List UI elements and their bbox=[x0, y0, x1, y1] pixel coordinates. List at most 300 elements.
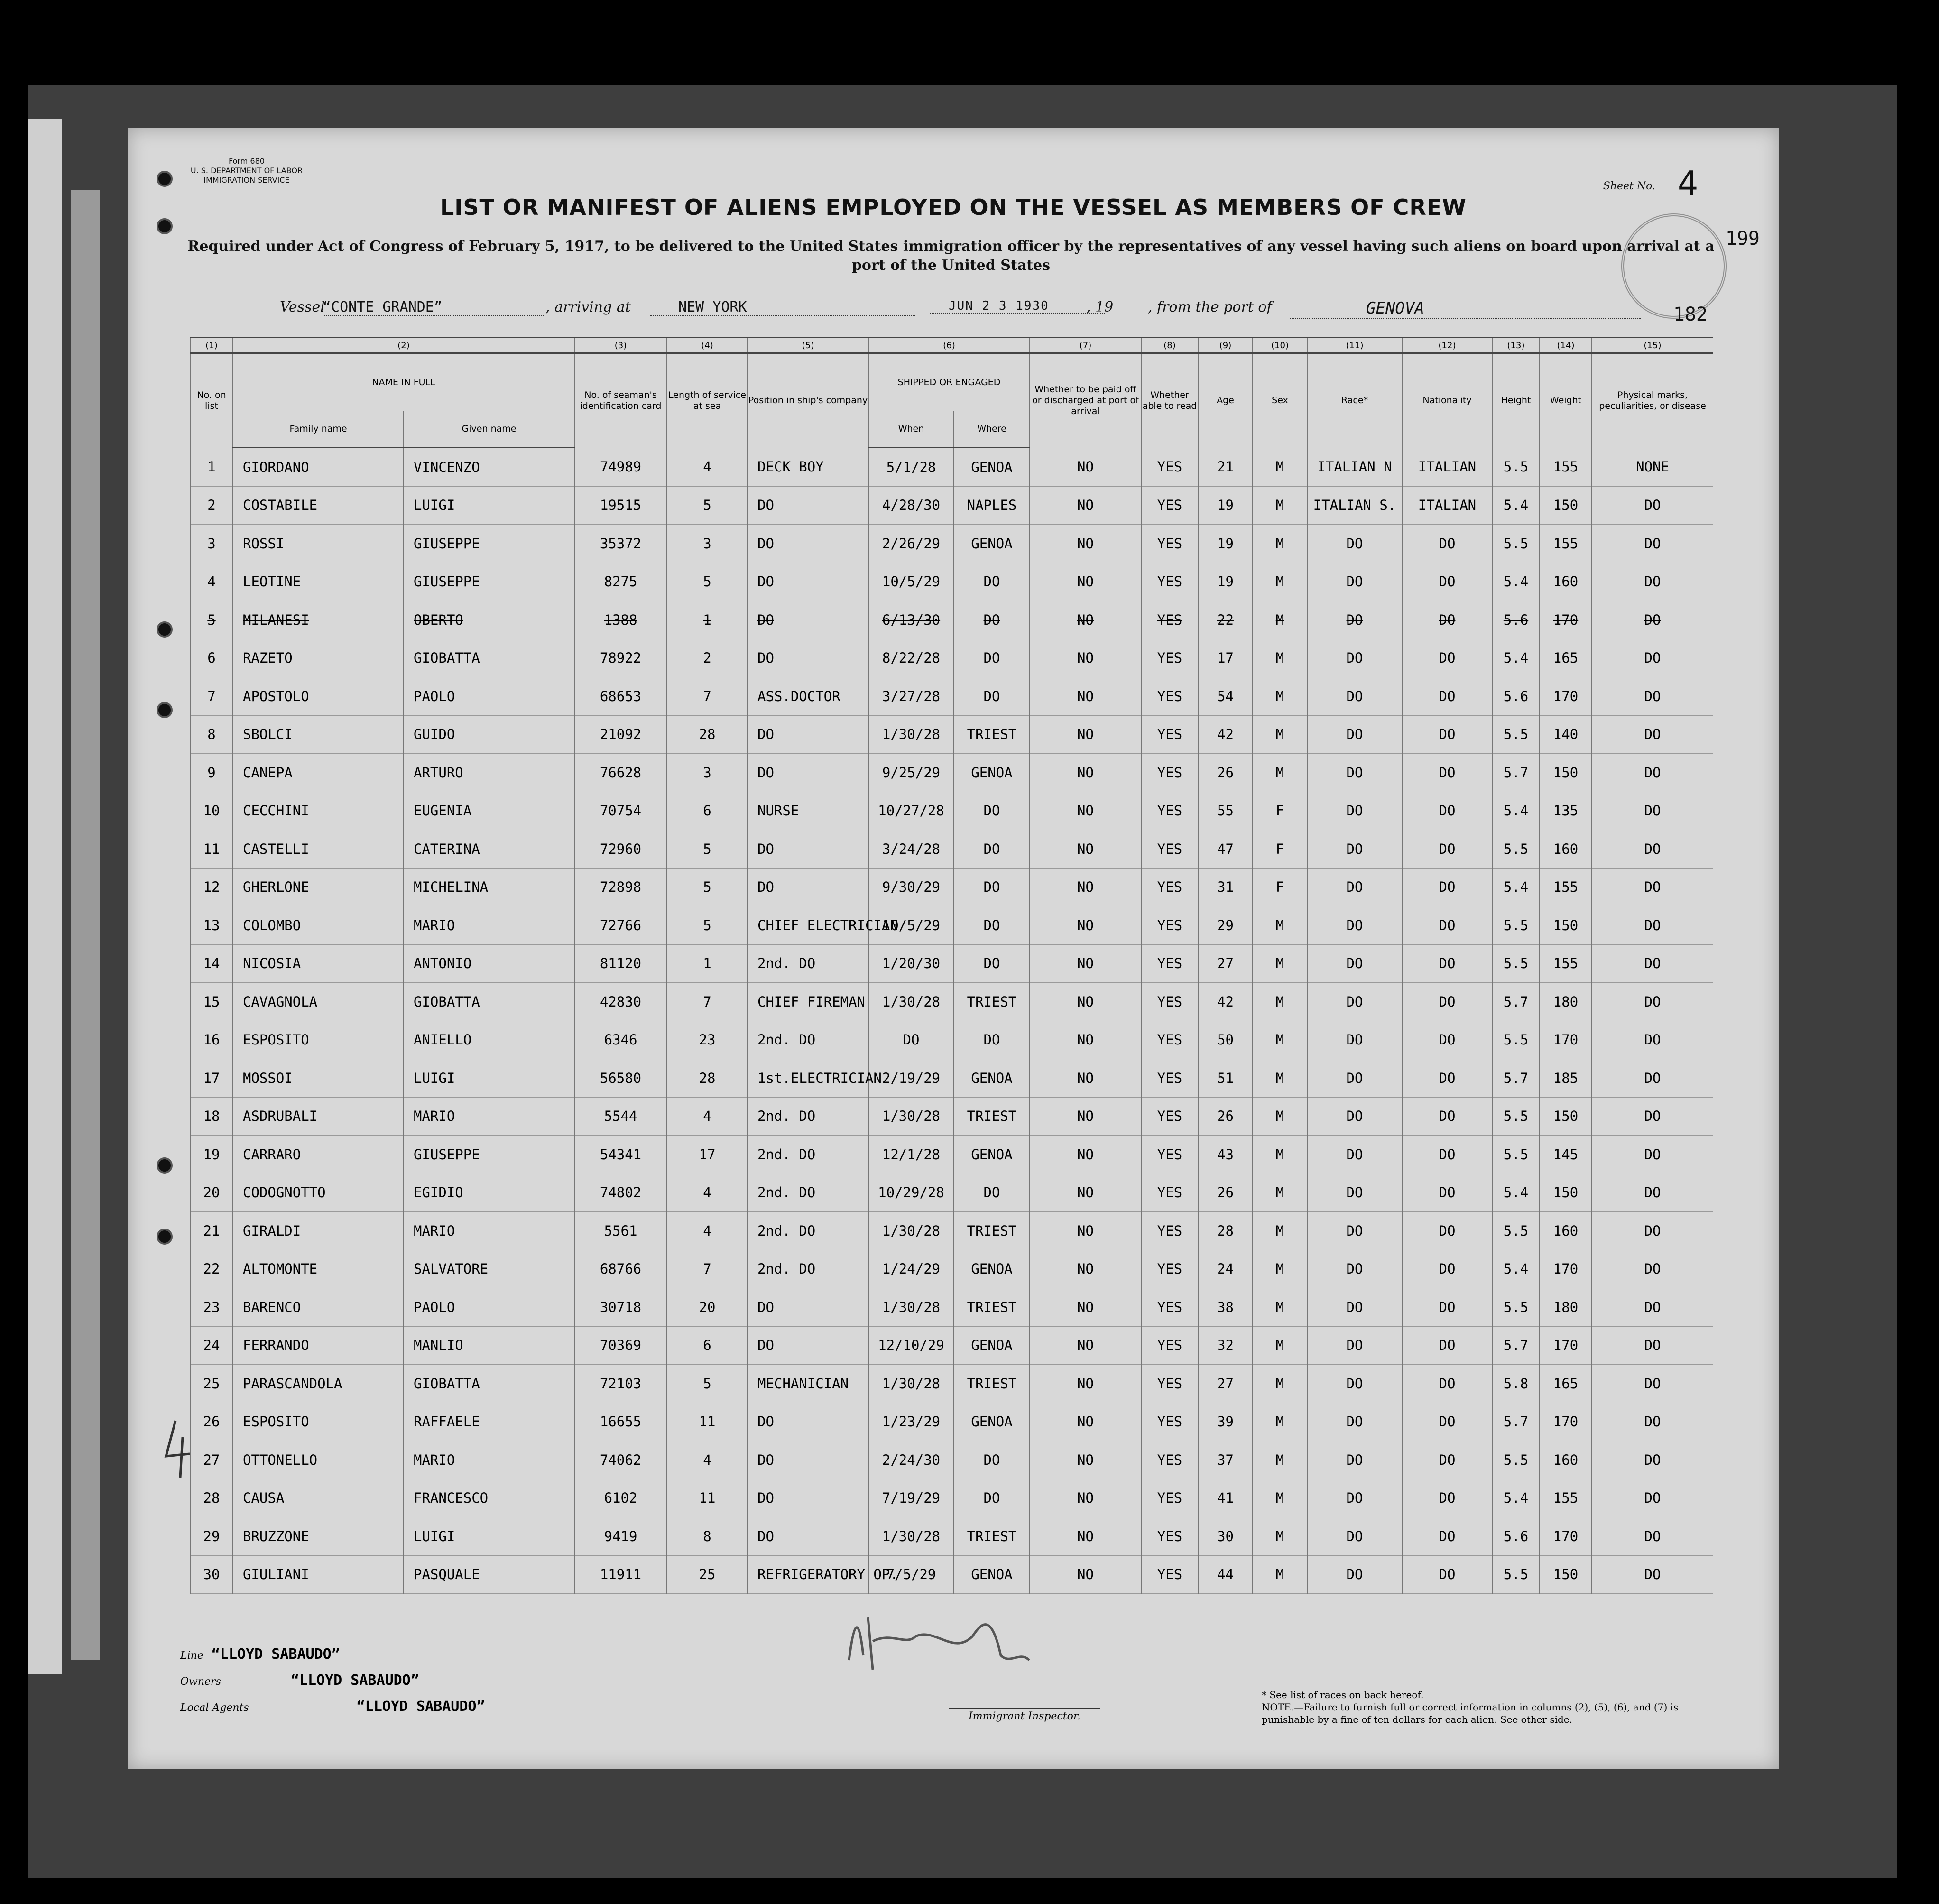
service-length: 4 bbox=[667, 1441, 748, 1479]
shipped-when: 2/19/29 bbox=[868, 1059, 954, 1098]
inspector-label: Immigrant Inspector. bbox=[949, 1708, 1100, 1722]
service-length: 5 bbox=[667, 830, 748, 869]
sex: M bbox=[1253, 715, 1307, 754]
paid-off: NO bbox=[1030, 868, 1141, 906]
height: 5.5 bbox=[1492, 830, 1540, 869]
sex: M bbox=[1253, 1517, 1307, 1556]
given-name: LUIGI bbox=[404, 1517, 574, 1556]
family-name: MOSSOI bbox=[233, 1059, 404, 1098]
given-name: RAFFAELE bbox=[404, 1403, 574, 1441]
table-row bbox=[190, 601, 1713, 639]
height: 5.6 bbox=[1492, 1517, 1540, 1556]
table-row bbox=[190, 1212, 1713, 1250]
family-name: GHERLONE bbox=[233, 868, 404, 906]
ship-position: DO bbox=[748, 1441, 868, 1479]
age: 31 bbox=[1198, 868, 1253, 906]
shipped-where: GENOA bbox=[954, 1136, 1030, 1174]
shipped-where: GENOA bbox=[954, 1326, 1030, 1365]
height: 5.5 bbox=[1492, 944, 1540, 983]
nationality: DO bbox=[1402, 1097, 1492, 1136]
id-card-number: 42830 bbox=[574, 983, 667, 1021]
physical-marks: DO bbox=[1592, 1136, 1713, 1174]
table-row bbox=[190, 1059, 1713, 1098]
given-name: GIUSEPPE bbox=[404, 525, 574, 563]
nationality: DO bbox=[1402, 1441, 1492, 1479]
agents-value: “LLOYD SABAUDO” bbox=[356, 1698, 485, 1715]
physical-marks: DO bbox=[1592, 1250, 1713, 1288]
given-name: EGIDIO bbox=[404, 1174, 574, 1212]
nationality: ITALIAN bbox=[1402, 486, 1492, 525]
nationality: DO bbox=[1402, 1555, 1492, 1594]
shipped-when: 1/23/29 bbox=[868, 1403, 954, 1441]
column-number: (8) bbox=[1141, 338, 1198, 353]
height: 5.5 bbox=[1492, 715, 1540, 754]
row-number: 10 bbox=[190, 792, 233, 830]
row-number: 18 bbox=[190, 1097, 233, 1136]
shipped-when: 5/1/28 bbox=[868, 448, 954, 487]
paid-off: NO bbox=[1030, 754, 1141, 792]
given-name: GIUSEPPE bbox=[404, 1136, 574, 1174]
header-weight: Weight bbox=[1540, 353, 1592, 448]
manifest-table-wrapper bbox=[190, 337, 1712, 1594]
line-value: “LLOYD SABAUDO” bbox=[211, 1646, 340, 1663]
race: DO bbox=[1307, 1555, 1402, 1594]
paid-off: NO bbox=[1030, 1059, 1141, 1098]
nationality: DO bbox=[1402, 677, 1492, 716]
able-to-read: YES bbox=[1141, 1136, 1198, 1174]
able-to-read: YES bbox=[1141, 983, 1198, 1021]
id-card-number: 70369 bbox=[574, 1326, 667, 1365]
family-name: CODOGNOTTO bbox=[233, 1174, 404, 1212]
physical-marks: DO bbox=[1592, 754, 1713, 792]
shipped-where: GENOA bbox=[954, 1403, 1030, 1441]
service-length: 1 bbox=[667, 601, 748, 639]
height: 5.8 bbox=[1492, 1365, 1540, 1403]
id-card-number: 6102 bbox=[574, 1479, 667, 1517]
physical-marks: DO bbox=[1592, 639, 1713, 677]
arrival-port: NEW YORK bbox=[650, 299, 915, 316]
physical-marks: NONE bbox=[1592, 448, 1713, 487]
service-length: 8 bbox=[667, 1517, 748, 1556]
ship-position: DO bbox=[748, 486, 868, 525]
weight: 150 bbox=[1540, 906, 1592, 945]
department-name: U. S. DEPARTMENT OF LABOR bbox=[190, 166, 303, 175]
row-number: 6 bbox=[190, 639, 233, 677]
able-to-read: YES bbox=[1141, 525, 1198, 563]
races-note: * See list of races on back hereof. bbox=[1262, 1689, 1424, 1701]
age: 38 bbox=[1198, 1288, 1253, 1327]
family-name: RAZETO bbox=[233, 639, 404, 677]
shipped-where: GENOA bbox=[954, 1250, 1030, 1288]
weight: 155 bbox=[1540, 944, 1592, 983]
id-card-number: 78922 bbox=[574, 639, 667, 677]
height: 5.4 bbox=[1492, 486, 1540, 525]
race: ITALIAN N bbox=[1307, 448, 1402, 487]
age: 44 bbox=[1198, 1555, 1253, 1594]
ship-position: ASS.DOCTOR bbox=[748, 677, 868, 716]
ship-position: DO bbox=[748, 1288, 868, 1327]
shipped-where: GENOA bbox=[954, 1555, 1030, 1594]
height: 5.5 bbox=[1492, 1441, 1540, 1479]
weight: 170 bbox=[1540, 601, 1592, 639]
given-name: MANLIO bbox=[404, 1326, 574, 1365]
sex: M bbox=[1253, 486, 1307, 525]
header-physical-marks: Physical marks, peculiarities, or disease bbox=[1592, 353, 1713, 448]
shipped-where: TRIEST bbox=[954, 1097, 1030, 1136]
column-number: (2) bbox=[233, 338, 574, 353]
nationality: DO bbox=[1402, 1174, 1492, 1212]
owners-value: “LLOYD SABAUDO” bbox=[290, 1672, 419, 1689]
age: 54 bbox=[1198, 677, 1253, 716]
sex: M bbox=[1253, 1097, 1307, 1136]
family-name: CASTELLI bbox=[233, 830, 404, 869]
sex: F bbox=[1253, 830, 1307, 869]
header-age: Age bbox=[1198, 353, 1253, 448]
paid-off: NO bbox=[1030, 1479, 1141, 1517]
ship-position: DO bbox=[748, 601, 868, 639]
age: 22 bbox=[1198, 601, 1253, 639]
physical-marks: DO bbox=[1592, 1326, 1713, 1365]
age: 50 bbox=[1198, 1021, 1253, 1059]
given-name: FRANCESCO bbox=[404, 1479, 574, 1517]
weight: 160 bbox=[1540, 1212, 1592, 1250]
height: 5.7 bbox=[1492, 1326, 1540, 1365]
height: 5.5 bbox=[1492, 448, 1540, 487]
ship-position: DO bbox=[748, 830, 868, 869]
nationality: DO bbox=[1402, 601, 1492, 639]
age: 24 bbox=[1198, 1250, 1253, 1288]
race: DO bbox=[1307, 830, 1402, 869]
age: 26 bbox=[1198, 1097, 1253, 1136]
physical-marks: DO bbox=[1592, 1021, 1713, 1059]
sex: M bbox=[1253, 601, 1307, 639]
table-row bbox=[190, 944, 1713, 983]
service-length: 25 bbox=[667, 1555, 748, 1594]
nationality: DO bbox=[1402, 754, 1492, 792]
header-paid-off: Whether to be paid off or discharged at port of arrival bbox=[1030, 353, 1141, 448]
id-card-number: 72960 bbox=[574, 830, 667, 869]
service-length: 5 bbox=[667, 563, 748, 601]
given-name: MARIO bbox=[404, 1441, 574, 1479]
race: DO bbox=[1307, 563, 1402, 601]
shipped-when: 3/27/28 bbox=[868, 677, 954, 716]
able-to-read: YES bbox=[1141, 1059, 1198, 1098]
race: DO bbox=[1307, 1250, 1402, 1288]
paid-off: NO bbox=[1030, 563, 1141, 601]
shipped-where: TRIEST bbox=[954, 1365, 1030, 1403]
sex: M bbox=[1253, 639, 1307, 677]
given-name: LUIGI bbox=[404, 1059, 574, 1098]
column-number: (9) bbox=[1198, 338, 1253, 353]
able-to-read: YES bbox=[1141, 1097, 1198, 1136]
ship-position: CHIEF ELECTRICIAN bbox=[748, 906, 868, 945]
table-row bbox=[190, 983, 1713, 1021]
service-length: 3 bbox=[667, 754, 748, 792]
family-name: COLOMBO bbox=[233, 906, 404, 945]
able-to-read: YES bbox=[1141, 1250, 1198, 1288]
id-card-number: 8275 bbox=[574, 563, 667, 601]
service-length: 5 bbox=[667, 868, 748, 906]
weight: 150 bbox=[1540, 1097, 1592, 1136]
service-length: 5 bbox=[667, 486, 748, 525]
binder-edge bbox=[28, 119, 62, 1674]
sex: M bbox=[1253, 1441, 1307, 1479]
id-card-number: 74062 bbox=[574, 1441, 667, 1479]
given-name: GIOBATTA bbox=[404, 983, 574, 1021]
nationality: DO bbox=[1402, 1326, 1492, 1365]
vessel-line bbox=[280, 299, 1798, 323]
paid-off: NO bbox=[1030, 1097, 1141, 1136]
row-number: 27 bbox=[190, 1441, 233, 1479]
column-number: (15) bbox=[1592, 338, 1713, 353]
physical-marks: DO bbox=[1592, 1288, 1713, 1327]
physical-marks: DO bbox=[1592, 677, 1713, 716]
shipped-where: GENOA bbox=[954, 754, 1030, 792]
header-nationality: Nationality bbox=[1402, 353, 1492, 448]
header-no-on-list: No. on list bbox=[190, 353, 233, 448]
family-name: ESPOSITO bbox=[233, 1021, 404, 1059]
row-number: 16 bbox=[190, 1021, 233, 1059]
race: DO bbox=[1307, 525, 1402, 563]
shipped-when: 9/30/29 bbox=[868, 868, 954, 906]
row-number: 22 bbox=[190, 1250, 233, 1288]
shipped-where: DO bbox=[954, 639, 1030, 677]
service-length: 23 bbox=[667, 1021, 748, 1059]
shipped-where: TRIEST bbox=[954, 715, 1030, 754]
ship-position: DO bbox=[748, 754, 868, 792]
age: 17 bbox=[1198, 639, 1253, 677]
able-to-read: YES bbox=[1141, 830, 1198, 869]
ship-position: DO bbox=[748, 1403, 868, 1441]
physical-marks: DO bbox=[1592, 983, 1713, 1021]
table-row bbox=[190, 792, 1713, 830]
ship-position: DO bbox=[748, 1517, 868, 1556]
paid-off: NO bbox=[1030, 1174, 1141, 1212]
race: DO bbox=[1307, 1097, 1402, 1136]
physical-marks: DO bbox=[1592, 1517, 1713, 1556]
document-title: LIST OR MANIFEST OF ALIENS EMPLOYED ON THE VESSEL AS MEMBERS OF CREW bbox=[440, 194, 1467, 220]
physical-marks: DO bbox=[1592, 944, 1713, 983]
ship-position: NURSE bbox=[748, 792, 868, 830]
sex: M bbox=[1253, 1365, 1307, 1403]
shipped-where: DO bbox=[954, 944, 1030, 983]
service-length: 7 bbox=[667, 677, 748, 716]
nationality: DO bbox=[1402, 830, 1492, 869]
table-row bbox=[190, 1479, 1713, 1517]
row-number: 21 bbox=[190, 1212, 233, 1250]
weight: 135 bbox=[1540, 792, 1592, 830]
page-number-secondary: 182 bbox=[1673, 304, 1708, 325]
row-number: 2 bbox=[190, 486, 233, 525]
punch-hole bbox=[157, 1229, 173, 1245]
table-row bbox=[190, 525, 1713, 563]
shipped-where: DO bbox=[954, 1441, 1030, 1479]
nationality: DO bbox=[1402, 1059, 1492, 1098]
race: ITALIAN S. bbox=[1307, 486, 1402, 525]
id-card-number: 70754 bbox=[574, 792, 667, 830]
race: DO bbox=[1307, 1479, 1402, 1517]
height: 5.5 bbox=[1492, 1136, 1540, 1174]
punch-hole bbox=[157, 1157, 173, 1174]
row-number: 9 bbox=[190, 754, 233, 792]
family-name: CAUSA bbox=[233, 1479, 404, 1517]
id-card-number: 68766 bbox=[574, 1250, 667, 1288]
age: 41 bbox=[1198, 1479, 1253, 1517]
handwritten-mark bbox=[157, 1418, 194, 1480]
ship-position: CHIEF FIREMAN bbox=[748, 983, 868, 1021]
header-family-name: Family name bbox=[233, 411, 404, 448]
sex: M bbox=[1253, 906, 1307, 945]
ship-position: DECK BOY bbox=[748, 448, 868, 487]
weight: 155 bbox=[1540, 868, 1592, 906]
service-length: 7 bbox=[667, 983, 748, 1021]
nationality: DO bbox=[1402, 1365, 1492, 1403]
able-to-read: YES bbox=[1141, 677, 1198, 716]
id-card-number: 72898 bbox=[574, 868, 667, 906]
given-name: GIUSEPPE bbox=[404, 563, 574, 601]
column-number-row bbox=[190, 338, 1713, 353]
form-number: Form 680 bbox=[229, 157, 265, 166]
header-able-to-read: Whether able to read bbox=[1141, 353, 1198, 448]
row-number: 25 bbox=[190, 1365, 233, 1403]
weight: 160 bbox=[1540, 563, 1592, 601]
physical-marks: DO bbox=[1592, 525, 1713, 563]
agents-label: Local Agents bbox=[180, 1702, 249, 1714]
crew-table-body bbox=[190, 448, 1713, 1594]
weight: 180 bbox=[1540, 1288, 1592, 1327]
height: 5.5 bbox=[1492, 1555, 1540, 1594]
height: 5.4 bbox=[1492, 1479, 1540, 1517]
sex: M bbox=[1253, 448, 1307, 487]
column-header-row bbox=[190, 353, 1713, 411]
race: DO bbox=[1307, 715, 1402, 754]
age: 43 bbox=[1198, 1136, 1253, 1174]
column-number: (6) bbox=[868, 338, 1030, 353]
header-length-of-service: Length of service at sea bbox=[667, 353, 748, 448]
race: DO bbox=[1307, 754, 1402, 792]
weight: 170 bbox=[1540, 1326, 1592, 1365]
physical-marks: DO bbox=[1592, 906, 1713, 945]
height: 5.5 bbox=[1492, 525, 1540, 563]
shipped-where: TRIEST bbox=[954, 1212, 1030, 1250]
penalty-note: NOTE.—Failure to furnish full or correct information in columns (2), (5), (6), and (7) is punishable by a fine of ten dollars for each alien. See other side. bbox=[1262, 1701, 1679, 1725]
line-label: Line bbox=[180, 1650, 203, 1662]
table-row bbox=[190, 1517, 1713, 1556]
race: DO bbox=[1307, 868, 1402, 906]
able-to-read: YES bbox=[1141, 1555, 1198, 1594]
service-name: IMMIGRATION SERVICE bbox=[203, 176, 290, 185]
age: 19 bbox=[1198, 486, 1253, 525]
given-name: SALVATORE bbox=[404, 1250, 574, 1288]
family-name: CAVAGNOLA bbox=[233, 983, 404, 1021]
nationality: DO bbox=[1402, 1517, 1492, 1556]
height: 5.7 bbox=[1492, 754, 1540, 792]
nationality: DO bbox=[1402, 1479, 1492, 1517]
able-to-read: YES bbox=[1141, 448, 1198, 487]
race: DO bbox=[1307, 792, 1402, 830]
nationality: DO bbox=[1402, 1136, 1492, 1174]
given-name: PAOLO bbox=[404, 1288, 574, 1327]
table-row bbox=[190, 1174, 1713, 1212]
able-to-read: YES bbox=[1141, 1403, 1198, 1441]
able-to-read: YES bbox=[1141, 1288, 1198, 1327]
inspector-signature bbox=[840, 1603, 1039, 1679]
paid-off: NO bbox=[1030, 983, 1141, 1021]
nationality: DO bbox=[1402, 1288, 1492, 1327]
service-length: 6 bbox=[667, 792, 748, 830]
table-row bbox=[190, 1250, 1713, 1288]
age: 26 bbox=[1198, 1174, 1253, 1212]
id-card-number: 76628 bbox=[574, 754, 667, 792]
race: DO bbox=[1307, 1212, 1402, 1250]
row-number: 26 bbox=[190, 1403, 233, 1441]
shipped-when: 1/30/28 bbox=[868, 715, 954, 754]
service-length: 28 bbox=[667, 715, 748, 754]
paid-off: NO bbox=[1030, 525, 1141, 563]
row-number: 13 bbox=[190, 906, 233, 945]
family-name: ALTOMONTE bbox=[233, 1250, 404, 1288]
family-name: PARASCANDOLA bbox=[233, 1365, 404, 1403]
ship-position: 2nd. DO bbox=[748, 1212, 868, 1250]
age: 30 bbox=[1198, 1517, 1253, 1556]
physical-marks: DO bbox=[1592, 792, 1713, 830]
sex: M bbox=[1253, 1212, 1307, 1250]
document-subtitle: Required under Act of Congress of February 5, 1917, to be delivered to the United States immigration officer by the representatives of any vessel having such aliens on board upon arrival at a port of the United States bbox=[187, 238, 1715, 274]
id-card-number: 56580 bbox=[574, 1059, 667, 1098]
weight: 150 bbox=[1540, 754, 1592, 792]
column-number: (14) bbox=[1540, 338, 1592, 353]
age: 19 bbox=[1198, 563, 1253, 601]
family-name: LEOTINE bbox=[233, 563, 404, 601]
able-to-read: YES bbox=[1141, 563, 1198, 601]
table-row bbox=[190, 1403, 1713, 1441]
family-name: CECCHINI bbox=[233, 792, 404, 830]
nationality: DO bbox=[1402, 868, 1492, 906]
nationality: DO bbox=[1402, 525, 1492, 563]
height: 5.4 bbox=[1492, 868, 1540, 906]
height: 5.6 bbox=[1492, 601, 1540, 639]
column-number: (4) bbox=[667, 338, 748, 353]
weight: 185 bbox=[1540, 1059, 1592, 1098]
sex: M bbox=[1253, 1326, 1307, 1365]
table-row bbox=[190, 1097, 1713, 1136]
shipped-when: 3/24/28 bbox=[868, 830, 954, 869]
race: DO bbox=[1307, 1403, 1402, 1441]
service-length: 11 bbox=[667, 1403, 748, 1441]
paid-off: NO bbox=[1030, 944, 1141, 983]
ship-position: DO bbox=[748, 1326, 868, 1365]
row-number: 12 bbox=[190, 868, 233, 906]
height: 5.4 bbox=[1492, 639, 1540, 677]
shipped-where: DO bbox=[954, 601, 1030, 639]
age: 27 bbox=[1198, 944, 1253, 983]
weight: 155 bbox=[1540, 1479, 1592, 1517]
sex: M bbox=[1253, 1555, 1307, 1594]
paid-off: NO bbox=[1030, 1365, 1141, 1403]
race: DO bbox=[1307, 944, 1402, 983]
table-row bbox=[190, 1288, 1713, 1327]
column-number: (13) bbox=[1492, 338, 1540, 353]
age: 51 bbox=[1198, 1059, 1253, 1098]
id-card-number: 72766 bbox=[574, 906, 667, 945]
paid-off: NO bbox=[1030, 1250, 1141, 1288]
race: DO bbox=[1307, 1021, 1402, 1059]
given-name: LUIGI bbox=[404, 486, 574, 525]
weight: 140 bbox=[1540, 715, 1592, 754]
height: 5.5 bbox=[1492, 1021, 1540, 1059]
row-number: 1 bbox=[190, 448, 233, 487]
sex: M bbox=[1253, 1136, 1307, 1174]
